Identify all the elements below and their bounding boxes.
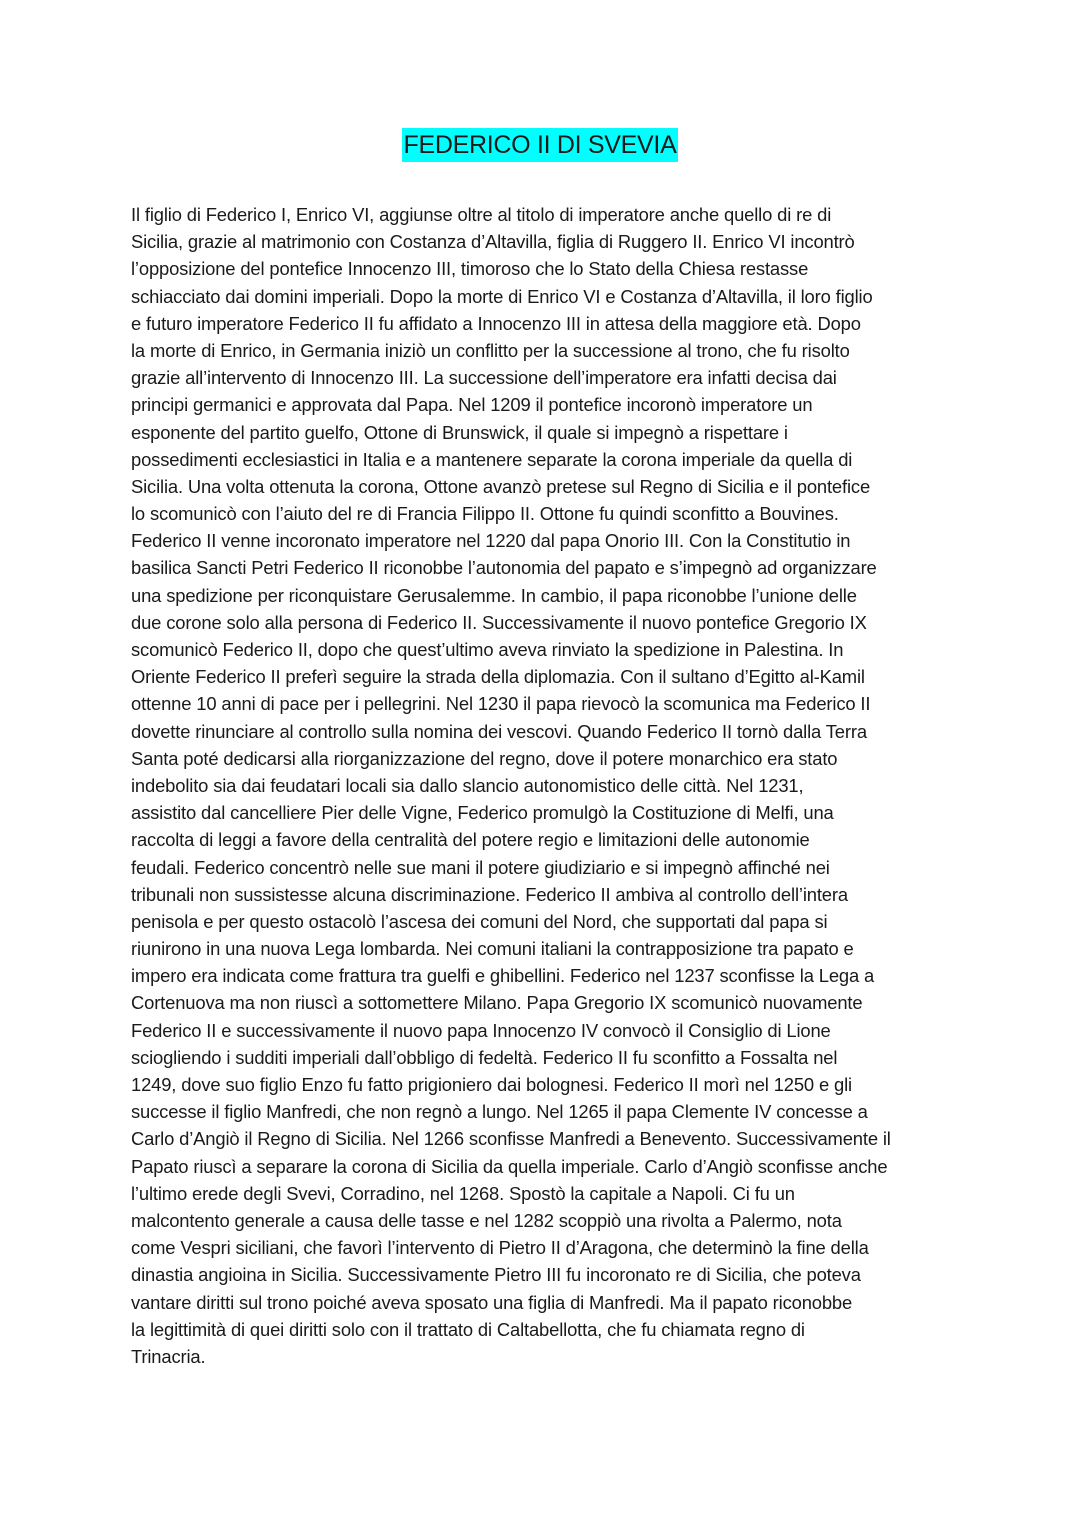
text-line: successe il figlio Manfredi, che non regnò a lungo. Nel 1265 il papa Clemente IV concesse a [131, 1101, 868, 1123]
text-line: dinastia angioina in Sicilia. Successivamente Pietro III fu incoronato re di Sicilia, che poteva [131, 1264, 861, 1286]
text-line: raccolta di leggi a favore della centralità del potere regio e limitazioni delle autonomie [131, 829, 810, 851]
text-line: l’opposizione del pontefice Innocenzo III, timoroso che lo Stato della Chiesa restasse [131, 258, 809, 280]
text-line: Cortenuova ma non riuscì a sottomettere Milano. Papa Gregorio IX scomunicò nuovamente [131, 992, 863, 1014]
text-line: esponente del partito guelfo, Ottone di Brunswick, il quale si impegnò a rispettare i [131, 421, 788, 443]
text-line: sciogliendo i sudditi imperiali dall’obbligo di fedeltà. Federico II fu sconfitto a Fossalta nel [131, 1046, 838, 1068]
text-line: assistito dal cancelliere Pier delle Vigne, Federico promulgò la Costituzione di Melfi, una [131, 802, 834, 824]
document-title: FEDERICO II DI SVEVIA [402, 128, 679, 162]
text-line: Papato riuscì a separare la corona di Sicilia da quella imperiale. Carlo d’Angiò sconfisse anche [131, 1155, 888, 1177]
text-line: due corone solo alla persona di Federico II. Successivamente il nuovo pontefice Gregorio IX [131, 611, 867, 633]
text-line: penisola e per questo ostacolò l’ascesa dei comuni del Nord, che supportati dal papa si [131, 910, 828, 932]
text-line: 1249, dove suo figlio Enzo fu fatto prigioniero dai bolognesi. Federico II morì nel 1250 e gli [131, 1074, 852, 1095]
text-line: schiacciato dai domini imperiali. Dopo la morte di Enrico VI e Costanza d’Altavilla, il loro figlio [131, 285, 873, 307]
text-line: Sicilia. Una volta ottenuta la corona, Ottone avanzò pretese sul Regno di Sicilia e il pontefice [131, 475, 871, 497]
text-line: impero era indicata come frattura tra guelfi e ghibellini. Federico nel 1237 sconfisse la Lega a [131, 965, 875, 987]
text-line: Il figlio di Federico I, Enrico VI, aggiunse oltre al titolo di imperatore anche quello di re di [131, 204, 832, 225]
text-line: lo scomunicò con l’aiuto del re di Francia Filippo II. Ottone fu quindi sconfitto a Bouvines. [131, 503, 839, 525]
text-line: Federico II venne incoronato imperatore nel 1220 dal papa Onorio III. Con la Constitutio in [131, 530, 851, 552]
text-line: Oriente Federico II preferì seguire la strada della diplomazia. Con il sultano d’Egitto al-Kamil [131, 666, 865, 688]
text-line: e futuro imperatore Federico II fu affidato a Innocenzo III in attesa della maggiore età. Dopo [131, 312, 861, 334]
text-line: la morte di Enrico, in Germania iniziò un conflitto per la successione al trono, che fu risolto [131, 339, 850, 361]
text-line: Carlo d’Angiò il Regno di Sicilia. Nel 1266 sconfisse Manfredi a Benevento. Successivamente il [131, 1128, 891, 1150]
text-line: Federico II e successivamente il nuovo papa Innocenzo IV convocò il Consiglio di Lione [131, 1019, 831, 1041]
text-line: scomunicò Federico II, dopo che quest’ultimo aveva rinviato la spedizione in Palestina. In [131, 639, 844, 660]
text-line: grazie all’intervento di Innocenzo III. La successione dell’imperatore era infatti decisa dai [131, 367, 837, 389]
text-line: Sicilia, grazie al matrimonio con Costanza d’Altavilla, figlia di Ruggero II. Enrico VI incontrò [131, 231, 855, 253]
title-container [0, 128, 1080, 162]
text-line: dovette rinunciare al controllo sulla nomina dei vescovi. Quando Federico II tornò dalla Terra [131, 720, 867, 742]
text-line: tribunali non sussistesse alcuna discriminazione. Federico II ambiva al controllo dell’intera [131, 883, 848, 905]
text-line: la legittimità di quei diritti solo con il trattato di Caltabellotta, che fu chiamata regno di [131, 1318, 805, 1340]
text-line: indebolito sia dai feudatari locali sia dallo slancio autonomistico delle città. Nel 1231, [131, 774, 804, 796]
text-line: l’ultimo erede degli Svevi, Corradino, nel 1268. Spostò la capitale a Napoli. Ci fu un [131, 1182, 795, 1204]
text-line: principi germanici e approvata dal Papa. Nel 1209 il pontefice incoronò imperatore un [131, 394, 813, 416]
text-line: riunirono in una nuova Lega lombarda. Nei comuni italiani la contrapposizione tra papato e [131, 938, 854, 960]
text-line: una spedizione per riconquistare Gerusalemme. In cambio, il papa riconobbe l’unione delle [131, 584, 857, 606]
text-line: basilica Sancti Petri Federico II riconobbe l’autonomia del papato e s’impegnò ad organizzare [131, 557, 877, 579]
text-line: possedimenti ecclesiastici in Italia e a mantenere separate la corona imperiale da quella di [131, 448, 853, 470]
body-paragraph [131, 201, 961, 1370]
text-line: feudali. Federico concentrò nelle sue mani il potere giudiziario e si impegnò affinché nei [131, 856, 830, 878]
text-line: Trinacria. [131, 1345, 206, 1367]
text-line: Santa poté dedicarsi alla riorganizzazione del regno, dove il potere monarchico era stato [131, 747, 838, 769]
text-line: come Vespri siciliani, che favorì l’intervento di Pietro II d’Aragona, che determinò la fine della [131, 1237, 869, 1259]
text-line: malcontento generale a causa delle tasse e nel 1282 scoppiò una rivolta a Palermo, nota [131, 1209, 842, 1231]
text-line: ottenne 10 anni di pace per i pellegrini. Nel 1230 il papa rievocò la scomunica ma Federico II [131, 693, 871, 715]
text-line: vantare diritti sul trono poiché aveva sposato una figlia di Manfredi. Ma il papato riconobbe [131, 1291, 853, 1313]
